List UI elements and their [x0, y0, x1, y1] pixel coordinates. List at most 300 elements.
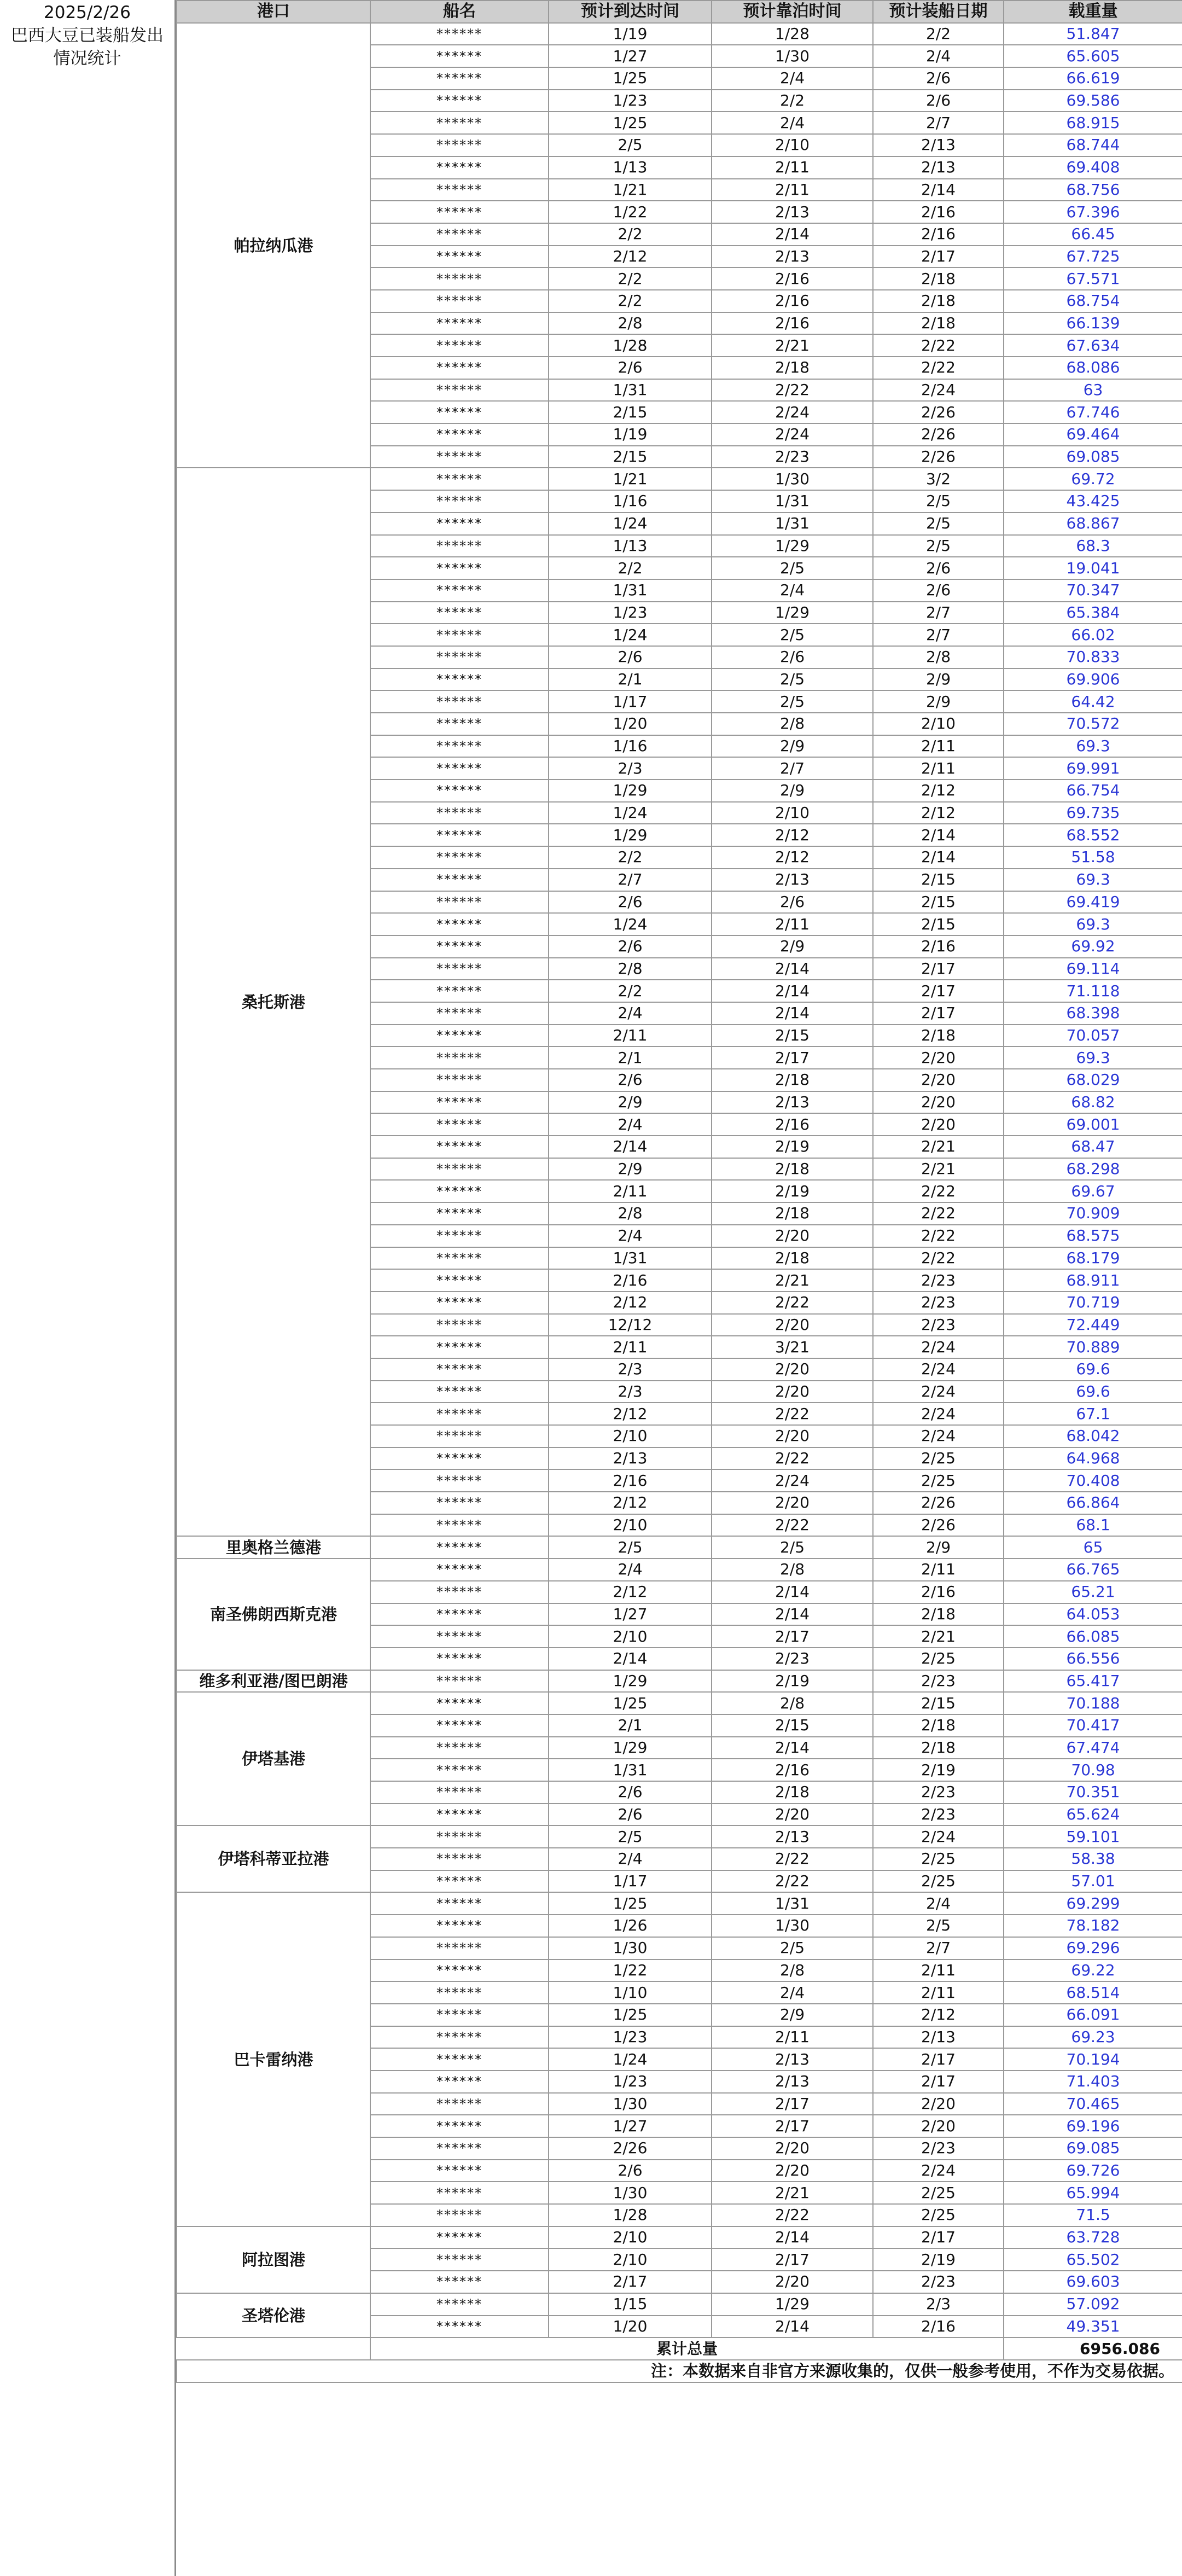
- disclaimer-note: 注：本数据来自非官方来源收集的，仅供一般参考使用，不作为交易依据。: [177, 2360, 1182, 2382]
- tonnage-cell: 64.053: [1004, 1603, 1182, 1626]
- berthing-cell: 2/13: [712, 869, 873, 891]
- table-row: [177, 1692, 1182, 1714]
- berthing-cell: 2/14: [712, 2226, 873, 2249]
- loading-date-cell: 2/24: [873, 1425, 1004, 1447]
- berthing-cell: 2/5: [712, 690, 873, 713]
- ship-name-cell: ******: [370, 1915, 549, 1937]
- ship-name-cell: ******: [370, 2137, 549, 2160]
- eta-cell: 1/25: [549, 1692, 712, 1714]
- tonnage-cell: 66.02: [1004, 624, 1182, 646]
- eta-cell: 2/6: [549, 935, 712, 958]
- port-cell: 阿拉图港: [177, 2226, 370, 2293]
- eta-cell: 1/23: [549, 2026, 712, 2049]
- ship-name-cell: ******: [370, 379, 549, 402]
- berthing-cell: 2/16: [712, 1113, 873, 1136]
- tonnage-cell: 51.58: [1004, 846, 1182, 869]
- berthing-cell: 2/4: [712, 579, 873, 602]
- ship-name-cell: ******: [370, 980, 549, 1002]
- tonnage-cell: 57.01: [1004, 1870, 1182, 1893]
- loading-date-cell: 2/20: [873, 2093, 1004, 2115]
- loading-date-cell: 2/25: [873, 2204, 1004, 2226]
- eta-cell: 1/29: [549, 780, 712, 802]
- tonnage-cell: 69.6: [1004, 1381, 1182, 1403]
- ship-name-cell: ******: [370, 1403, 549, 1425]
- eta-cell: 2/2: [549, 223, 712, 246]
- eta-cell: 1/17: [549, 690, 712, 713]
- eta-cell: 1/31: [549, 379, 712, 402]
- tonnage-cell: 65.417: [1004, 1670, 1182, 1693]
- loading-date-cell: 2/8: [873, 646, 1004, 668]
- eta-cell: 1/21: [549, 468, 712, 490]
- berthing-cell: 2/5: [712, 557, 873, 579]
- loading-date-cell: 2/24: [873, 1381, 1004, 1403]
- eta-cell: 1/30: [549, 2093, 712, 2115]
- tonnage-cell: 68.867: [1004, 513, 1182, 535]
- loading-date-cell: 2/15: [873, 913, 1004, 935]
- berthing-cell: 2/21: [712, 2182, 873, 2204]
- loading-date-cell: 2/12: [873, 802, 1004, 824]
- tonnage-cell: 69.735: [1004, 802, 1182, 824]
- loading-date-cell: 2/7: [873, 112, 1004, 134]
- report-info-cell: [0, 0, 176, 2576]
- ship-name-cell: ******: [370, 179, 549, 201]
- tonnage-cell: 66.139: [1004, 312, 1182, 335]
- eta-cell: 2/9: [549, 1091, 712, 1114]
- ship-name-cell: ******: [370, 846, 549, 869]
- tonnage-cell: 68.47: [1004, 1136, 1182, 1158]
- eta-cell: 2/5: [549, 134, 712, 156]
- tonnage-cell: 69.3: [1004, 1046, 1182, 1069]
- ship-name-cell: ******: [370, 646, 549, 668]
- ship-name-cell: ******: [370, 557, 549, 579]
- loading-date-cell: 2/18: [873, 1714, 1004, 1737]
- ship-name-cell: ******: [370, 1581, 549, 1603]
- ship-name-cell: ******: [370, 423, 549, 446]
- eta-cell: 2/11: [549, 1336, 712, 1358]
- berthing-cell: 2/18: [712, 1158, 873, 1181]
- ship-name-cell: ******: [370, 513, 549, 535]
- ship-name-cell: ******: [370, 579, 549, 602]
- loading-date-cell: 2/12: [873, 2004, 1004, 2026]
- ship-name-cell: ******: [370, 23, 549, 45]
- tonnage-cell: 65.624: [1004, 1804, 1182, 1826]
- tonnage-cell: 65.502: [1004, 2248, 1182, 2271]
- ship-name-cell: ******: [370, 1670, 549, 1693]
- berthing-cell: 2/17: [712, 2115, 873, 2137]
- tonnage-cell: 70.194: [1004, 2048, 1182, 2071]
- ship-name-cell: ******: [370, 602, 549, 624]
- loading-date-cell: 2/17: [873, 246, 1004, 268]
- loading-date-cell: 2/7: [873, 602, 1004, 624]
- ship-name-cell: ******: [370, 468, 549, 490]
- loading-date-cell: 2/20: [873, 1069, 1004, 1091]
- eta-cell: 2/8: [549, 1202, 712, 1225]
- loading-date-cell: 2/24: [873, 1403, 1004, 1425]
- ship-name-cell: ******: [370, 1136, 549, 1158]
- loading-date-cell: 2/25: [873, 1848, 1004, 1870]
- ship-name-cell: ******: [370, 1648, 549, 1670]
- tonnage-cell: 69.001: [1004, 1113, 1182, 1136]
- loading-date-cell: 2/26: [873, 401, 1004, 423]
- berthing-cell: 2/5: [712, 668, 873, 691]
- tonnage-cell: 69.92: [1004, 935, 1182, 958]
- loading-date-cell: 2/21: [873, 1625, 1004, 1648]
- header-berthing: 预计靠泊时间: [712, 1, 873, 23]
- berthing-cell: 2/20: [712, 1425, 873, 1447]
- eta-cell: 1/31: [549, 579, 712, 602]
- berthing-cell: 2/9: [712, 735, 873, 758]
- tonnage-cell: 71.5: [1004, 2204, 1182, 2226]
- berthing-cell: 2/7: [712, 757, 873, 780]
- ship-name-cell: ******: [370, 1892, 549, 1915]
- berthing-cell: 2/20: [712, 1225, 873, 1247]
- berthing-cell: 2/24: [712, 423, 873, 446]
- eta-cell: 2/12: [549, 246, 712, 268]
- eta-cell: 2/10: [549, 1625, 712, 1648]
- berthing-cell: 2/13: [712, 246, 873, 268]
- loading-date-cell: 2/17: [873, 2048, 1004, 2071]
- eta-cell: 2/12: [549, 1581, 712, 1603]
- berthing-cell: 2/24: [712, 401, 873, 423]
- tonnage-cell: 67.1: [1004, 1403, 1182, 1425]
- berthing-cell: 2/14: [712, 2316, 873, 2338]
- loading-date-cell: 2/13: [873, 2026, 1004, 2049]
- berthing-cell: 2/13: [712, 201, 873, 223]
- eta-cell: 2/6: [549, 1804, 712, 1826]
- table-footer: [177, 2337, 1182, 2382]
- loading-date-cell: 2/20: [873, 1046, 1004, 1069]
- berthing-cell: 2/22: [712, 1292, 873, 1314]
- loading-date-cell: 2/18: [873, 1603, 1004, 1626]
- berthing-cell: 2/16: [712, 290, 873, 312]
- berthing-cell: 2/2: [712, 90, 873, 112]
- loading-date-cell: 2/14: [873, 824, 1004, 846]
- eta-cell: 2/4: [549, 1559, 712, 1581]
- tonnage-cell: 65.21: [1004, 1581, 1182, 1603]
- eta-cell: 1/10: [549, 1981, 712, 2004]
- loading-date-cell: 2/22: [873, 1180, 1004, 1202]
- table-row: [177, 1536, 1182, 1559]
- tonnage-cell: 68.179: [1004, 1247, 1182, 1270]
- loading-date-cell: 2/24: [873, 1358, 1004, 1381]
- loading-date-cell: 2/23: [873, 1781, 1004, 1804]
- ship-name-cell: ******: [370, 891, 549, 914]
- eta-cell: 2/2: [549, 846, 712, 869]
- ship-name-cell: ******: [370, 1046, 549, 1069]
- eta-cell: 1/25: [549, 112, 712, 134]
- eta-cell: 2/4: [549, 1002, 712, 1025]
- summary-label: 累计总量: [370, 2337, 1004, 2360]
- ship-name-cell: ******: [370, 2316, 549, 2338]
- berthing-cell: 2/22: [712, 2204, 873, 2226]
- berthing-cell: 2/5: [712, 624, 873, 646]
- ship-name-cell: ******: [370, 1737, 549, 1759]
- ship-name-cell: ******: [370, 1292, 549, 1314]
- eta-cell: 2/12: [549, 1403, 712, 1425]
- loading-date-cell: 2/21: [873, 1158, 1004, 1181]
- table-header: [177, 1, 1182, 23]
- loading-date-cell: 2/17: [873, 2071, 1004, 2093]
- eta-cell: 2/8: [549, 958, 712, 980]
- eta-cell: 2/12: [549, 1492, 712, 1514]
- eta-cell: 12/12: [549, 1314, 712, 1336]
- tonnage-cell: 70.188: [1004, 1692, 1182, 1714]
- tonnage-cell: 65.384: [1004, 602, 1182, 624]
- loading-date-cell: 2/20: [873, 1091, 1004, 1114]
- loading-date-cell: 2/5: [873, 1915, 1004, 1937]
- loading-date-cell: 2/17: [873, 958, 1004, 980]
- ship-name-cell: ******: [370, 2248, 549, 2271]
- tonnage-cell: 63.728: [1004, 2226, 1182, 2249]
- tonnage-cell: 68.298: [1004, 1158, 1182, 1181]
- loading-date-cell: 2/17: [873, 1002, 1004, 1025]
- port-cell: 帕拉纳瓜港: [177, 23, 370, 468]
- eta-cell: 1/26: [549, 1915, 712, 1937]
- berthing-cell: 2/11: [712, 2026, 873, 2049]
- tonnage-cell: 68.575: [1004, 1225, 1182, 1247]
- eta-cell: 2/2: [549, 268, 712, 290]
- tonnage-cell: 70.408: [1004, 1469, 1182, 1492]
- eta-cell: 1/29: [549, 824, 712, 846]
- tonnage-cell: 69.22: [1004, 1959, 1182, 1982]
- berthing-cell: 1/30: [712, 1915, 873, 1937]
- eta-cell: 2/2: [549, 980, 712, 1002]
- eta-cell: 1/20: [549, 2316, 712, 2338]
- loading-date-cell: 2/14: [873, 846, 1004, 869]
- loading-date-cell: 2/24: [873, 1336, 1004, 1358]
- berthing-cell: 2/12: [712, 824, 873, 846]
- berthing-cell: 2/22: [712, 1870, 873, 1893]
- ship-name-cell: ******: [370, 1314, 549, 1336]
- tonnage-cell: 69.72: [1004, 468, 1182, 490]
- tonnage-cell: 65.605: [1004, 45, 1182, 67]
- tonnage-cell: 64.42: [1004, 690, 1182, 713]
- berthing-cell: 2/13: [712, 1091, 873, 1114]
- tonnage-cell: 69.196: [1004, 2115, 1182, 2137]
- ship-name-cell: ******: [370, 1692, 549, 1714]
- tonnage-cell: 69.991: [1004, 757, 1182, 780]
- berthing-cell: 1/31: [712, 490, 873, 513]
- eta-cell: 1/24: [549, 802, 712, 824]
- tonnage-cell: 70.057: [1004, 1025, 1182, 1047]
- berthing-cell: 2/22: [712, 1848, 873, 1870]
- eta-cell: 1/28: [549, 334, 712, 357]
- table-row: [177, 2293, 1182, 2316]
- ship-name-cell: ******: [370, 246, 549, 268]
- berthing-cell: 2/12: [712, 846, 873, 869]
- eta-cell: 1/27: [549, 1603, 712, 1626]
- tonnage-cell: 69.299: [1004, 1892, 1182, 1915]
- loading-date-cell: 2/18: [873, 1025, 1004, 1047]
- berthing-cell: 2/20: [712, 2137, 873, 2160]
- ship-name-cell: ******: [370, 1981, 549, 2004]
- loading-date-cell: 2/19: [873, 2248, 1004, 2271]
- berthing-cell: 2/17: [712, 1046, 873, 1069]
- ship-name-cell: ******: [370, 1091, 549, 1114]
- berthing-cell: 2/5: [712, 1937, 873, 1959]
- tonnage-cell: 70.98: [1004, 1759, 1182, 1781]
- loading-date-cell: 2/16: [873, 935, 1004, 958]
- ship-name-cell: ******: [370, 757, 549, 780]
- ship-name-cell: ******: [370, 802, 549, 824]
- eta-cell: 1/22: [549, 201, 712, 223]
- loading-date-cell: 3/2: [873, 468, 1004, 490]
- loading-date-cell: 2/6: [873, 557, 1004, 579]
- ship-name-cell: ******: [370, 1848, 549, 1870]
- eta-cell: 2/15: [549, 401, 712, 423]
- ship-name-cell: ******: [370, 112, 549, 134]
- tonnage-cell: 69.085: [1004, 2137, 1182, 2160]
- table-row: [177, 2226, 1182, 2249]
- berthing-cell: 2/5: [712, 1536, 873, 1559]
- tonnage-cell: 69.67: [1004, 1180, 1182, 1202]
- eta-cell: 1/19: [549, 423, 712, 446]
- loading-date-cell: 2/9: [873, 668, 1004, 691]
- loading-date-cell: 2/25: [873, 1447, 1004, 1470]
- eta-cell: 1/31: [549, 1247, 712, 1270]
- eta-cell: 2/10: [549, 2248, 712, 2271]
- ship-name-cell: ******: [370, 713, 549, 735]
- loading-date-cell: 2/11: [873, 757, 1004, 780]
- ship-name-cell: ******: [370, 357, 549, 379]
- loading-date-cell: 2/23: [873, 1804, 1004, 1826]
- eta-cell: 2/3: [549, 757, 712, 780]
- eta-cell: 2/6: [549, 646, 712, 668]
- ship-name-cell: ******: [370, 690, 549, 713]
- loading-date-cell: 2/18: [873, 1737, 1004, 1759]
- eta-cell: 1/15: [549, 2293, 712, 2316]
- berthing-cell: 2/23: [712, 446, 873, 468]
- ship-name-cell: ******: [370, 490, 549, 513]
- tonnage-cell: 66.085: [1004, 1625, 1182, 1648]
- tonnage-cell: 66.556: [1004, 1648, 1182, 1670]
- eta-cell: 2/4: [549, 1113, 712, 1136]
- loading-date-cell: 2/22: [873, 357, 1004, 379]
- port-cell: 伊塔基港: [177, 1692, 370, 1825]
- report-title-line2: 情况统计: [53, 49, 121, 68]
- table-row: [177, 1559, 1182, 1581]
- tonnage-cell: 69.6: [1004, 1358, 1182, 1381]
- table-row: [177, 468, 1182, 490]
- ship-name-cell: ******: [370, 201, 549, 223]
- eta-cell: 2/4: [549, 1225, 712, 1247]
- ship-name-cell: ******: [370, 1536, 549, 1559]
- berthing-cell: 1/29: [712, 535, 873, 557]
- eta-cell: 2/26: [549, 2137, 712, 2160]
- ship-name-cell: ******: [370, 1113, 549, 1136]
- eta-cell: 2/6: [549, 891, 712, 914]
- tonnage-cell: 68.756: [1004, 179, 1182, 201]
- berthing-cell: 2/21: [712, 334, 873, 357]
- eta-cell: 2/6: [549, 357, 712, 379]
- header-loading-date: 预计装船日期: [873, 1, 1004, 23]
- loading-date-cell: 2/25: [873, 1648, 1004, 1670]
- berthing-cell: 2/20: [712, 1492, 873, 1514]
- loading-date-cell: 2/24: [873, 1825, 1004, 1848]
- eta-cell: 1/13: [549, 156, 712, 179]
- eta-cell: 1/27: [549, 45, 712, 67]
- tonnage-cell: 59.101: [1004, 1825, 1182, 1848]
- berthing-cell: 2/8: [712, 1559, 873, 1581]
- loading-date-cell: 2/26: [873, 1514, 1004, 1537]
- berthing-cell: 2/9: [712, 2004, 873, 2026]
- ship-name-cell: ******: [370, 2204, 549, 2226]
- berthing-cell: 2/14: [712, 1603, 873, 1626]
- eta-cell: 1/31: [549, 1759, 712, 1781]
- berthing-cell: 2/20: [712, 1314, 873, 1336]
- tonnage-cell: 67.746: [1004, 401, 1182, 423]
- berthing-cell: 2/24: [712, 1469, 873, 1492]
- tonnage-cell: 68.042: [1004, 1425, 1182, 1447]
- berthing-cell: 2/20: [712, 1804, 873, 1826]
- loading-date-cell: 2/26: [873, 1492, 1004, 1514]
- loading-date-cell: 2/9: [873, 1536, 1004, 1559]
- tonnage-cell: 68.915: [1004, 112, 1182, 134]
- port-cell: 维多利亚港/图巴朗港: [177, 1670, 370, 1693]
- tonnage-cell: 70.347: [1004, 579, 1182, 602]
- tonnage-cell: 68.1: [1004, 1514, 1182, 1537]
- ship-name-cell: ******: [370, 1358, 549, 1381]
- header-ship-name: 船名: [370, 1, 549, 23]
- ship-name-cell: ******: [370, 90, 549, 112]
- tonnage-cell: 57.092: [1004, 2293, 1182, 2316]
- loading-date-cell: 2/17: [873, 2226, 1004, 2249]
- tonnage-cell: 78.182: [1004, 1915, 1182, 1937]
- tonnage-cell: 68.029: [1004, 1069, 1182, 1091]
- loading-date-cell: 2/12: [873, 780, 1004, 802]
- eta-cell: 2/16: [549, 1469, 712, 1492]
- loading-date-cell: 2/18: [873, 312, 1004, 335]
- berthing-cell: 1/29: [712, 602, 873, 624]
- table-row: [177, 23, 1182, 45]
- eta-cell: 1/23: [549, 2071, 712, 2093]
- berthing-cell: 2/20: [712, 1358, 873, 1381]
- table-row: [177, 1892, 1182, 1915]
- port-cell: 南圣佛朗西斯克港: [177, 1559, 370, 1670]
- loading-date-cell: 2/9: [873, 690, 1004, 713]
- berthing-cell: 2/15: [712, 1714, 873, 1737]
- loading-date-cell: 2/23: [873, 2271, 1004, 2293]
- eta-cell: 1/27: [549, 2115, 712, 2137]
- berthing-cell: 2/6: [712, 646, 873, 668]
- eta-cell: 1/30: [549, 1937, 712, 1959]
- tonnage-cell: 65: [1004, 1536, 1182, 1559]
- berthing-cell: 2/13: [712, 1825, 873, 1848]
- tonnage-cell: 69.726: [1004, 2160, 1182, 2182]
- loading-date-cell: 2/15: [873, 891, 1004, 914]
- header-tonnage: 载重量: [1004, 1, 1182, 23]
- tonnage-cell: 69.296: [1004, 1937, 1182, 1959]
- eta-cell: 1/24: [549, 913, 712, 935]
- eta-cell: 1/21: [549, 179, 712, 201]
- loading-date-cell: 2/23: [873, 1269, 1004, 1292]
- ship-name-cell: ******: [370, 1492, 549, 1514]
- ship-name-cell: ******: [370, 1180, 549, 1202]
- port-cell: 伊塔科蒂亚拉港: [177, 1825, 370, 1892]
- eta-cell: 2/14: [549, 1136, 712, 1158]
- ship-name-cell: ******: [370, 935, 549, 958]
- berthing-cell: 1/30: [712, 468, 873, 490]
- berthing-cell: 2/22: [712, 1447, 873, 1470]
- berthing-cell: 2/17: [712, 1625, 873, 1648]
- ship-name-cell: ******: [370, 1714, 549, 1737]
- loading-date-cell: 2/18: [873, 268, 1004, 290]
- ship-name-cell: ******: [370, 1425, 549, 1447]
- tonnage-cell: 67.396: [1004, 201, 1182, 223]
- loading-date-cell: 2/7: [873, 1937, 1004, 1959]
- ship-name-cell: ******: [370, 2182, 549, 2204]
- loading-date-cell: 2/17: [873, 980, 1004, 1002]
